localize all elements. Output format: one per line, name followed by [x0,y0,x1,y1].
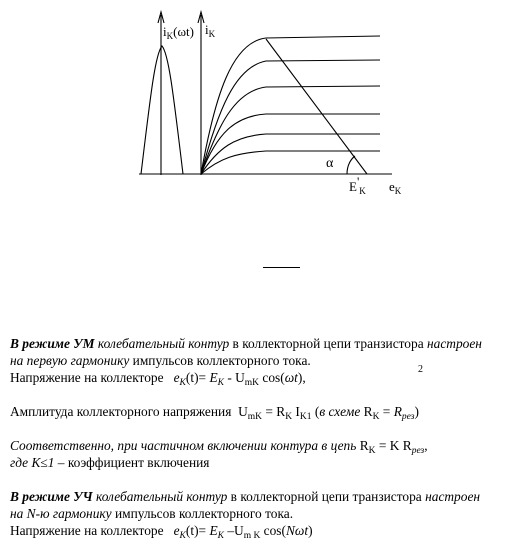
characteristic-curve-5 [201,134,380,174]
body-text [10,335,506,539]
collector-voltage-uch: Напряжение на коллекторе $e_K(t)= E_K$ $-U_{m K}$ cos(Nωt) [10,523,313,541]
current-pulse-curve [141,46,183,174]
characteristic-curve-6 [201,151,380,174]
partial-inclusion-line1: Соответственно, при частичном включении контура в цепь $R_K = K$ $R_{рез}$, [10,438,428,456]
separator-rule [263,267,300,268]
paragraph-uch-line1: В режиме УЧ колебательный контур в коллекторной цепи транзистора настроен [10,489,481,504]
alpha-label: α [326,156,334,171]
characteristic-curve-4 [201,114,380,174]
paragraph-um-line1: В режиме УМ колебательный контур в коллекторной цепи транзистора настроен [10,336,482,351]
page-number: 2 [418,364,423,375]
ek-prime-label: $E'_K$ [349,174,366,196]
paragraph-uch-line2: на N-ю гармонику импульсов коллекторного тока. [10,506,294,521]
ik-wt-label: $i_K(\omega t)$ [163,24,194,41]
amplitude-formula: Амплитуда коллекторного напряжения $U_{mK} = R_K$ $I_{K1}$ (в схеме $R_K = R_{рез}$) [10,404,419,422]
load-line [266,39,367,174]
partial-inclusion-line2: где K≤1 – коэффициент включения [10,455,210,470]
characteristic-curve-1 [201,36,380,174]
alpha-angle-arc [347,156,355,174]
ik-label: $i_K$ [205,22,216,39]
ek-label: $e_K$ [389,179,402,196]
paragraph-um-line2: на первую гармонику импульсов коллекторного тока. [10,353,311,368]
collector-voltage-um: Напряжение на коллекторе $e_K(t)= E_K - U_{mK}$ cos(ωt), [10,370,306,388]
